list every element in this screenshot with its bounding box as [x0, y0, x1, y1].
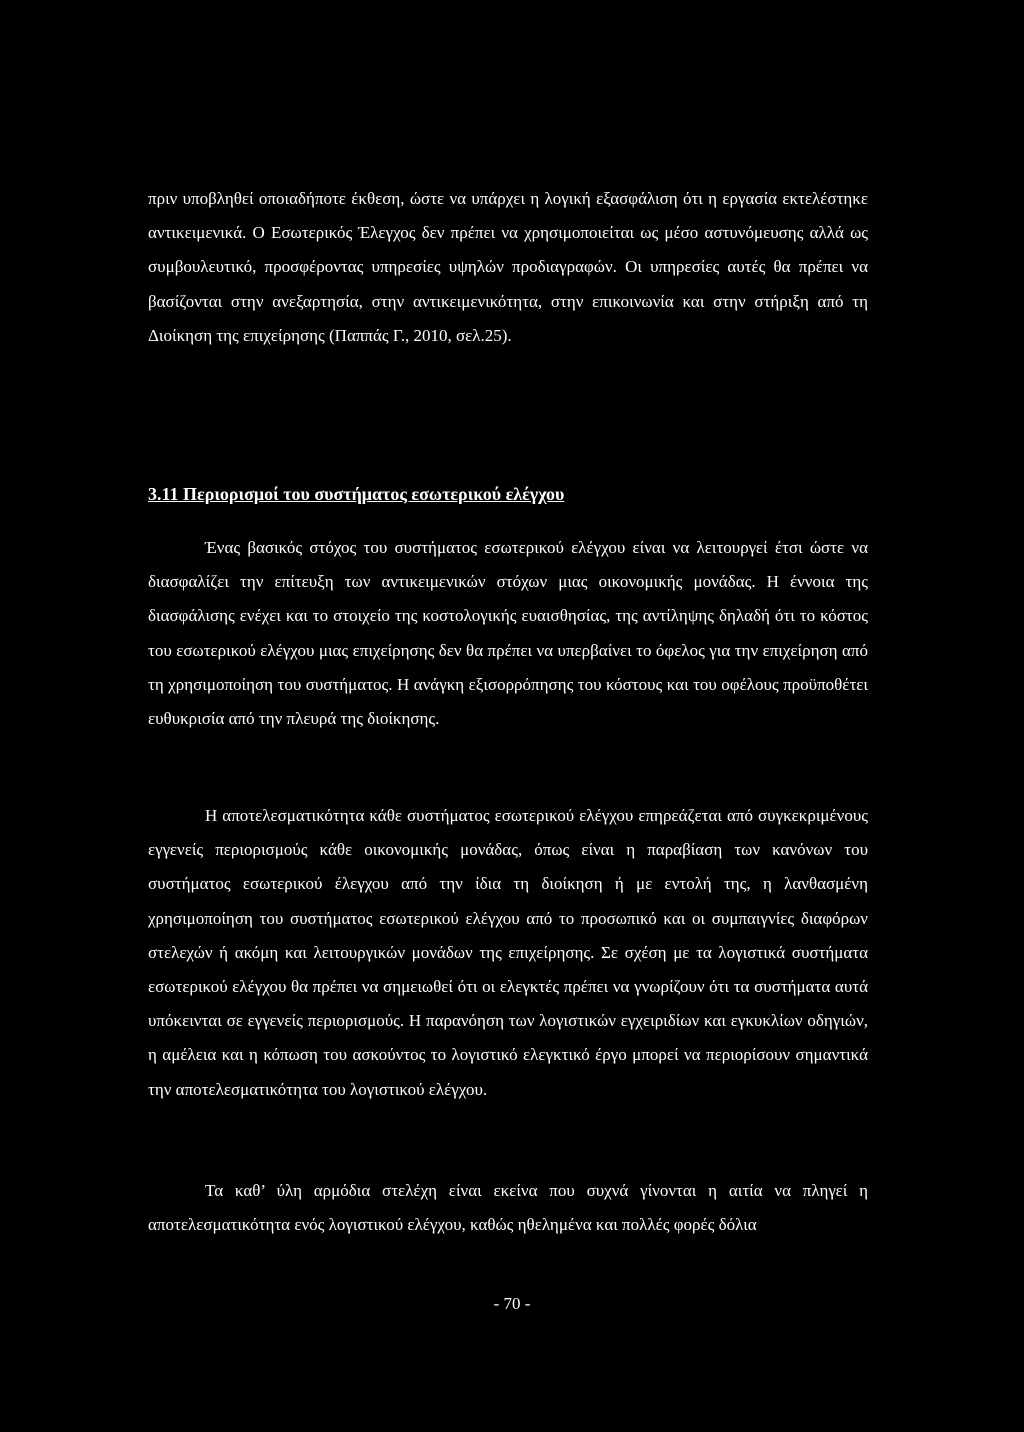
section-heading: 3.11 Περιορισμοί του συστήματος εσωτερικού ελέγχου [148, 484, 565, 504]
page-number: - 70 - [493, 1294, 531, 1313]
paragraph: Τα καθ’ ύλη αρμόδια στελέχη είναι εκείνα που συχνά γίνονται η αιτία να πληγεί η αποτελεσματικότητα ενός λογιστικού ελέγχου, καθώς ηθελημένα και πολλές φορές δόλια [148, 1181, 868, 1235]
paragraph: Η αποτελεσματικότητα κάθε συστήματος εσωτερικού ελέγχου επηρεάζεται από συγκεκριμένους εγγενείς περιορισμούς κάθε οικονομικής μονάδας, όπως είναι η παραβίαση των κανόνων του συστήματος εσωτερικού έλεγχου από την ίδια τη διοίκηση ή με εντολή της, η λανθασμένη χρησιμοποίηση του συστήματος εσωτερικού ελέγχου από το προσωπικό και οι συμπαιγνίες διαφόρων στελεχών ή ακόμη και λειτουργικών μονάδων της επιχείρησης. Σε σχέση με τα λογιστικά συστήματα εσωτερικού ελέγχου θα πρέπει να σημειωθεί ότι οι ελεγκτές πρέπει να γνωρίζουν ότι τα συστήματα αυτά υπόκεινται σε εγγενείς περιορισμούς. Η παρανόηση των λογιστικών εγχειριδίων και εγκυκλίων οδηγιών, η αμέλεια και η κόπωση του ασκούντος το λογιστικό ελεγκτικό έργο μπορεί να περιορίσουν σημαντικά την αποτελεσματικότητα του λογιστικού ελέγχου. [148, 806, 868, 1099]
paragraph: Ένας βασικός στόχος του συστήματος εσωτερικού ελέγχου είναι να λειτουργεί έτσι ώστε να διασφαλίζει την επίτευξη των αντικειμενικών στόχων μιας οικονομικής μονάδας. Η έννοια της διασφάλισης ενέχει και το στοιχείο της κοστολογικής ευαισθησίας, της αντίληψης δηλαδή ότι το κόστος του εσωτερικού ελέγχου μιας επιχείρησης δεν θα πρέπει να υπερβαίνει το όφελος για την επιχείρηση από τη χρησιμοποίηση του συστήματος. Η ανάγκη εξισορρόπησης του κόστους και του οφέλους προϋποθέτει ευθυκρισία από την πλευρά της διοίκησης. [148, 538, 868, 729]
paragraph-continued: πριν υποβληθεί οποιαδήποτε έκθεση, ώστε να υπάρχει η λογική εξασφάλιση ότι η εργασία εκτελέστηκε αντικειμενικά. Ο Εσωτερικός Έλεγχος δεν πρέπει να χρησιμοποιείται ως μέσο αστυνόμευσης αλλά ως συμβουλευτικό, προσφέροντας υπηρεσίες υψηλών προδιαγραφών. Οι υπηρεσίες αυτές θα πρέπει να βασίζονται στην ανεξαρτησία, στην αντικειμενικότητα, στην επικοινωνία και στην στήριξη από τη Διοίκηση της επιχείρησης (Παππάς Γ., 2010, σελ.25). [148, 189, 868, 345]
